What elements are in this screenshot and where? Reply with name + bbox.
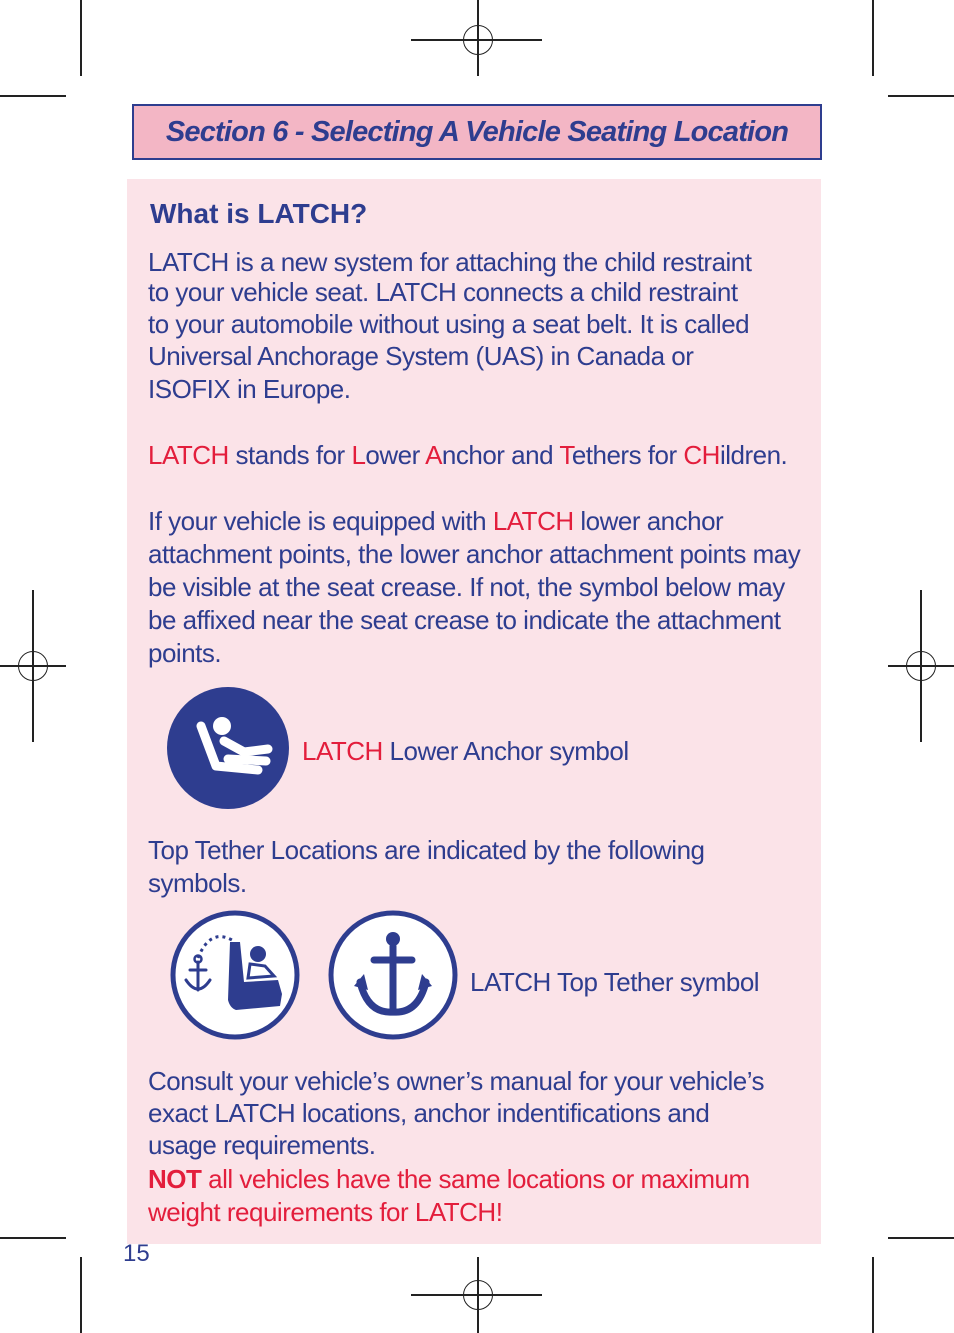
consult-line: usage requirements. (148, 1130, 376, 1160)
acronym-part: ethers for (571, 440, 684, 470)
lower-anchor-line: be affixed near the seat crease to indicate the attachment (148, 605, 781, 635)
top-tether-caption: LATCH Top Tether symbol (470, 967, 760, 997)
tether-line: Top Tether Locations are indicated by the following (148, 835, 705, 865)
section-title: Section 6 - Selecting A Vehicle Seating Location (165, 115, 789, 148)
acronym-part: ildren. (719, 440, 788, 470)
anchor-icon (328, 910, 458, 1040)
crop-mark (888, 1237, 954, 1239)
consult-line: Consult your vehicle’s owner’s manual for your vehicle’s (148, 1066, 765, 1096)
intro-line: ISOFIX in Europe. (148, 374, 351, 404)
crop-mark (0, 1237, 66, 1239)
crop-mark (80, 0, 82, 76)
registration-circle (906, 651, 936, 681)
registration-circle (463, 25, 493, 55)
crop-mark (80, 1257, 82, 1333)
warning-line: weight requirements for LATCH! (148, 1197, 503, 1227)
lower-anchor-line: attachment points, the lower anchor attachment points may (148, 539, 801, 569)
lower-anchor-line (148, 505, 723, 537)
registration-circle (18, 651, 48, 681)
text-segment: Lower Anchor symbol (382, 736, 629, 766)
section-header (132, 104, 822, 160)
lower-anchor-caption (302, 735, 629, 767)
crop-mark (872, 0, 874, 76)
acronym-part: ower (365, 440, 426, 470)
text-segment: lower anchor (573, 506, 724, 536)
text-segment: all vehicles have the same locations or maximum (201, 1164, 750, 1194)
acronym-line (148, 439, 787, 471)
text-segment: If your vehicle is equipped with (148, 506, 493, 536)
acronym-part: CH (683, 440, 720, 470)
warning-emphasis: NOT (148, 1164, 202, 1194)
lower-anchor-line: points. (148, 638, 222, 668)
acronym-part: T (559, 440, 572, 470)
consult-line: exact LATCH locations, anchor indentifications and (148, 1098, 710, 1128)
acronym-part: stands for (228, 440, 352, 470)
crop-mark (888, 95, 954, 97)
lower-anchor-icon (166, 686, 290, 810)
tether-line: symbols. (148, 868, 247, 898)
intro-line: Universal Anchorage System (UAS) in Canada or (148, 341, 694, 371)
acronym-part: nchor and (441, 440, 560, 470)
intro-line: to your automobile without using a seat belt. It is called (148, 309, 750, 339)
page-number: 15 (123, 1240, 150, 1267)
acronym-part: LATCH (148, 440, 229, 470)
acronym-part: A (425, 440, 442, 470)
crop-mark (872, 1257, 874, 1333)
warning-line (148, 1163, 750, 1195)
crop-mark (0, 95, 66, 97)
acronym-part: L (351, 440, 366, 470)
heading: What is LATCH? (150, 198, 368, 229)
registration-circle (463, 1280, 493, 1310)
intro-line: LATCH is a new system for attaching the child restraint (148, 247, 752, 277)
intro-line: to your vehicle seat. LATCH connects a child restraint (148, 277, 738, 307)
lower-anchor-line: be visible at the seat crease. If not, the symbol below may (148, 572, 785, 602)
text-segment: LATCH (302, 736, 383, 766)
text-segment: LATCH (492, 506, 574, 536)
child-seat-tether-icon (170, 910, 300, 1040)
